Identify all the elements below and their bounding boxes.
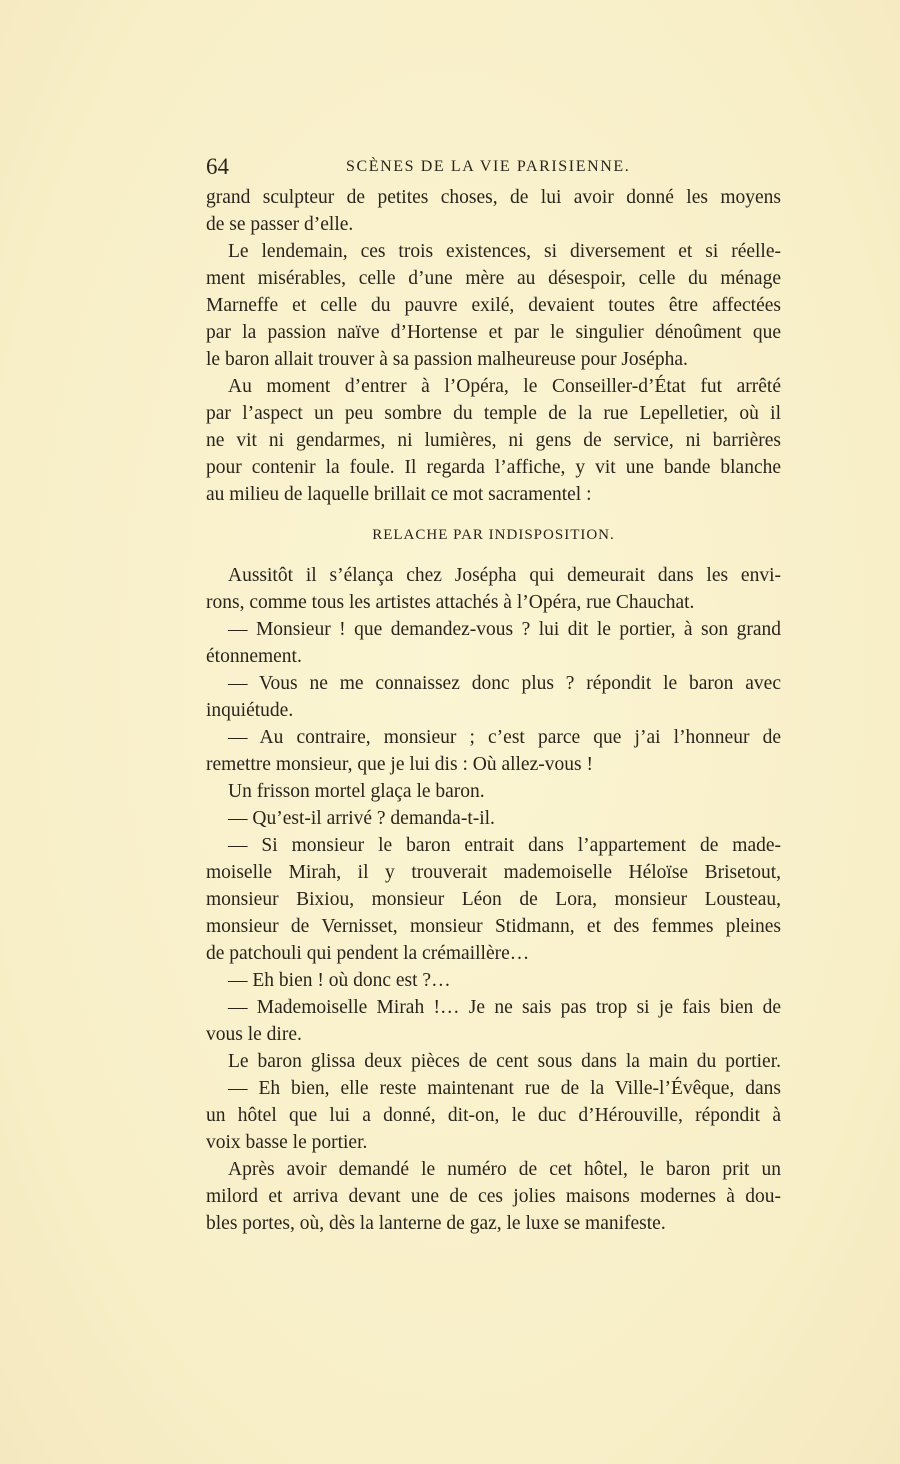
text-line: rons, comme tous les artistes attachés à l’Opéra, rue Chauchat. — [206, 592, 695, 613]
centered-notice: RELACHE PAR INDISPOSITION. — [372, 527, 615, 543]
page-body-text — [206, 184, 781, 1237]
text-line: monsieur de Vernisset, monsieur Stidmann, et des femmes pleines — [206, 916, 781, 937]
text-line: le baron allait trouver à sa passion malheureuse pour Josépha. — [206, 349, 688, 370]
text-line: Aussitôt il s’élança chez Josépha qui demeurait dans les envi- — [228, 565, 781, 586]
text-line: par l’aspect un peu sombre du temple de la rue Lepelletier, où il — [206, 403, 781, 424]
text-line: étonnement. — [206, 646, 302, 667]
text-line: — Eh bien, elle reste maintenant rue de la Ville-l’Évêque, dans — [228, 1078, 781, 1099]
text-line: Après avoir demandé le numéro de cet hôtel, le baron prit un — [228, 1159, 781, 1180]
text-line: Au moment d’entrer à l’Opéra, le Conseiller-d’État fut arrêté — [228, 376, 781, 397]
text-line: Le baron glissa deux pièces de cent sous dans la main du portier. — [228, 1051, 781, 1072]
text-line: voix basse le portier. — [206, 1132, 368, 1153]
text-line: — Si monsieur le baron entrait dans l’appartement de made- — [228, 835, 781, 856]
text-line: Marneffe et celle du pauvre exilé, devaient toutes être affectées — [206, 295, 781, 316]
text-line: par la passion naïve d’Hortense et par le singulier dénoûment que — [206, 322, 781, 343]
text-line: Un frisson mortel glaça le baron. — [228, 781, 485, 802]
text-line: — Vous ne me connaissez donc plus ? répondit le baron avec — [228, 673, 781, 694]
text-line: moiselle Mirah, il y trouverait mademoiselle Héloïse Brisetout, — [206, 862, 781, 883]
page-header — [206, 154, 781, 182]
text-line: — Qu’est-il arrivé ? demanda-t-il. — [228, 808, 495, 829]
page-number: 64 — [206, 154, 229, 179]
text-line: de se passer d’elle. — [206, 214, 354, 235]
running-title: SCÈNES DE LA VIE PARISIENNE. — [346, 158, 631, 175]
text-line: un hôtel que lui a donné, dit-on, le duc d’Hérouville, répondit à — [206, 1105, 781, 1126]
text-line: — Monsieur ! que demandez-vous ? lui dit le portier, à son grand — [228, 619, 781, 640]
text-line: remettre monsieur, que je lui dis : Où allez-vous ! — [206, 754, 593, 775]
text-line: — Eh bien ! où donc est ?… — [228, 970, 451, 991]
text-line: Le lendemain, ces trois existences, si diversement et si réelle- — [228, 241, 781, 262]
text-line: milord et arriva devant une de ces jolies maisons modernes à dou- — [206, 1186, 781, 1207]
text-line: — Au contraire, monsieur ; c’est parce que j’ai l’honneur de — [228, 727, 781, 748]
text-line: inquiétude. — [206, 700, 294, 721]
text-line: ne vit ni gendarmes, ni lumières, ni gens de service, ni barrières — [206, 430, 781, 451]
text-line: — Mademoiselle Mirah !… Je ne sais pas trop si je fais bien de — [228, 997, 781, 1018]
text-line: bles portes, où, dès la lanterne de gaz, le luxe se manifeste. — [206, 1213, 666, 1234]
text-line: au milieu de laquelle brillait ce mot sacramentel : — [206, 484, 592, 505]
text-line: grand sculpteur de petites choses, de lui avoir donné les moyens — [206, 187, 781, 208]
text-line: vous le dire. — [206, 1024, 302, 1045]
text-line: pour contenir la foule. Il regarda l’affiche, y vit une bande blanche — [206, 457, 781, 478]
text-line: de patchouli qui pendent la crémaillère… — [206, 943, 530, 964]
text-line: ment misérables, celle d’une mère au désespoir, celle du ménage — [206, 268, 781, 289]
text-line: monsieur Bixiou, monsieur Léon de Lora, monsieur Lousteau, — [206, 889, 781, 910]
